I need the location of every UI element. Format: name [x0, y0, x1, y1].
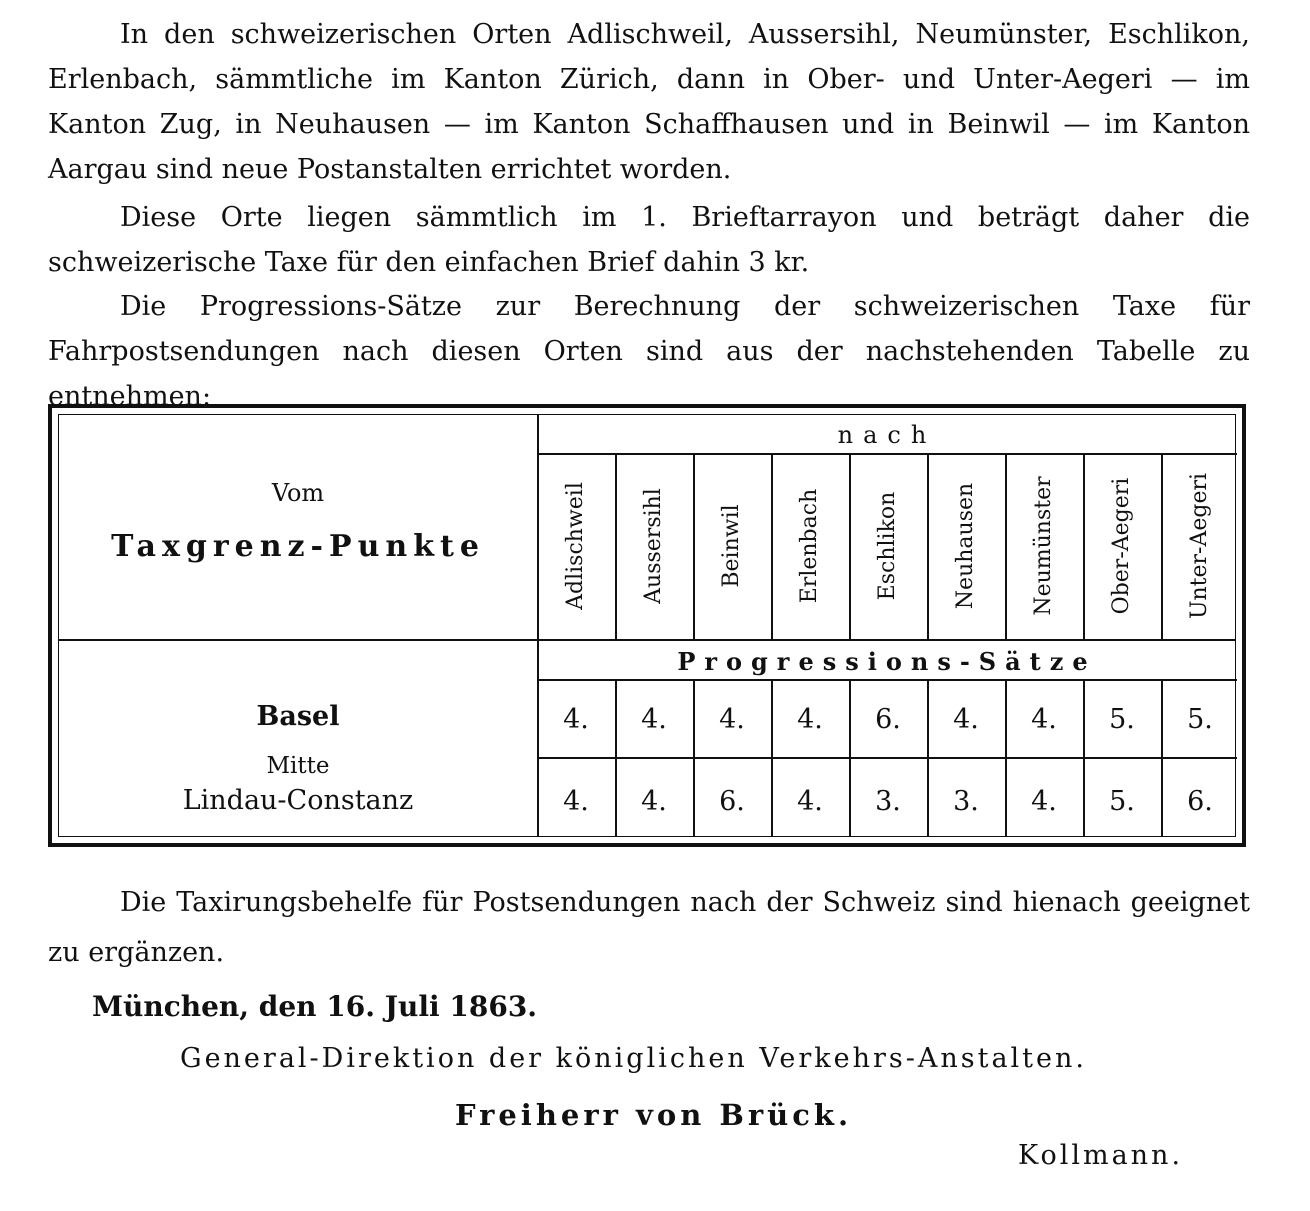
- table-cell: 3.: [875, 786, 901, 817]
- nach-label: nach: [837, 421, 937, 449]
- header-body-divider: [59, 639, 1235, 641]
- table-cell: 4.: [953, 704, 979, 735]
- column-unter-aegeri: Unter-Aegeri: [1187, 472, 1212, 620]
- table-cell: 4.: [563, 786, 589, 817]
- table-cell: 6.: [875, 704, 901, 735]
- paragraph-closing: Die Taxirungsbehelfe für Postsendungen nach der Schweiz sind hienach geeignet zu ergänzen.: [48, 887, 1250, 968]
- paragraph-progressions: Die Progressions-Sätze zur Berechnung der schweizerischen Taxe für Fahrpostsendungen nach diesen Orten sind aus der nachstehenden Tabelle zu entnehmen:: [48, 291, 1250, 412]
- table-cell: 6.: [719, 786, 745, 817]
- column-beinwil: Beinwil: [719, 504, 744, 588]
- vom-label: Vom: [271, 479, 325, 507]
- table-cell: 4.: [1031, 786, 1057, 817]
- row-label-lindau-constanz: Lindau-Constanz: [182, 785, 414, 816]
- column-eschlikon: Eschlikon: [875, 491, 900, 601]
- label-column-divider: [537, 415, 539, 836]
- column-neumuenster: Neumünster: [1031, 476, 1056, 616]
- table-cell: 4.: [641, 786, 667, 817]
- table-cell: 5.: [1109, 786, 1135, 817]
- col-divider: [849, 453, 851, 639]
- tariff-table-inner: [58, 414, 1236, 837]
- table-cell: 6.: [1187, 786, 1213, 817]
- table-cell: 5.: [1187, 704, 1213, 735]
- taxgrenz-label: Taxgrenz-Punkte: [111, 529, 485, 564]
- col-divider: [927, 453, 929, 639]
- table-cell: 4.: [797, 786, 823, 817]
- table-cell: 4.: [641, 704, 667, 735]
- table-cell: 5.: [1109, 704, 1135, 735]
- progressions-underline: [537, 679, 1237, 681]
- column-ober-aegeri: Ober-Aegeri: [1109, 477, 1134, 615]
- tariff-table: [48, 404, 1246, 847]
- column-adlischweil: Adlischweil: [563, 482, 588, 610]
- table-cell: 4.: [797, 704, 823, 735]
- progressions-label: Progressions-Sätze: [677, 647, 1097, 676]
- signature-freiherr: Freiherr von Brück.: [455, 1098, 853, 1132]
- signature-kollmann: Kollmann.: [1018, 1140, 1184, 1171]
- paragraph-brieftaxe: Diese Orte liegen sämmtlich im 1. Brieftarrayon und beträgt daher die schweizerische Taxe für den einfachen Brief dahin 3 kr.: [48, 202, 1250, 278]
- col-divider: [1005, 453, 1007, 639]
- col-divider: [693, 453, 695, 639]
- table-cell: 4.: [719, 704, 745, 735]
- table-cell: 4.: [563, 704, 589, 735]
- column-aussersihl: Aussersihl: [641, 488, 666, 604]
- date-line: München, den 16. Juli 1863.: [92, 990, 538, 1023]
- table-cell: 4.: [1031, 704, 1057, 735]
- row-label-basel: Basel: [256, 701, 340, 732]
- col-divider: [1083, 453, 1085, 639]
- general-direktion-line: General-Direktion der königlichen Verkehrs-Anstalten.: [180, 1043, 1087, 1074]
- paragraph-intro: In den schweizerischen Orten Adlischweil, Aussersihl, Neumünster, Eschlikon, Erlenbach, sämmtliche im Kanton Zürich, dann in Ober- und Unter-Aegeri — im Kanton Zug, in Neuhausen — im Kanton Schaffhausen und in Beinwil — im Kanton Aargau sind neue Postanstalten errichtet worden.: [48, 19, 1250, 185]
- nach-underline: [537, 453, 1237, 455]
- col-divider: [1161, 453, 1163, 639]
- col-divider: [615, 453, 617, 639]
- column-erlenbach: Erlenbach: [797, 488, 822, 604]
- row-divider: [537, 757, 1237, 759]
- row-label-mitte: Mitte: [266, 753, 330, 779]
- column-neuhausen: Neuhausen: [953, 482, 978, 610]
- table-cell: 3.: [953, 786, 979, 817]
- col-divider: [771, 453, 773, 639]
